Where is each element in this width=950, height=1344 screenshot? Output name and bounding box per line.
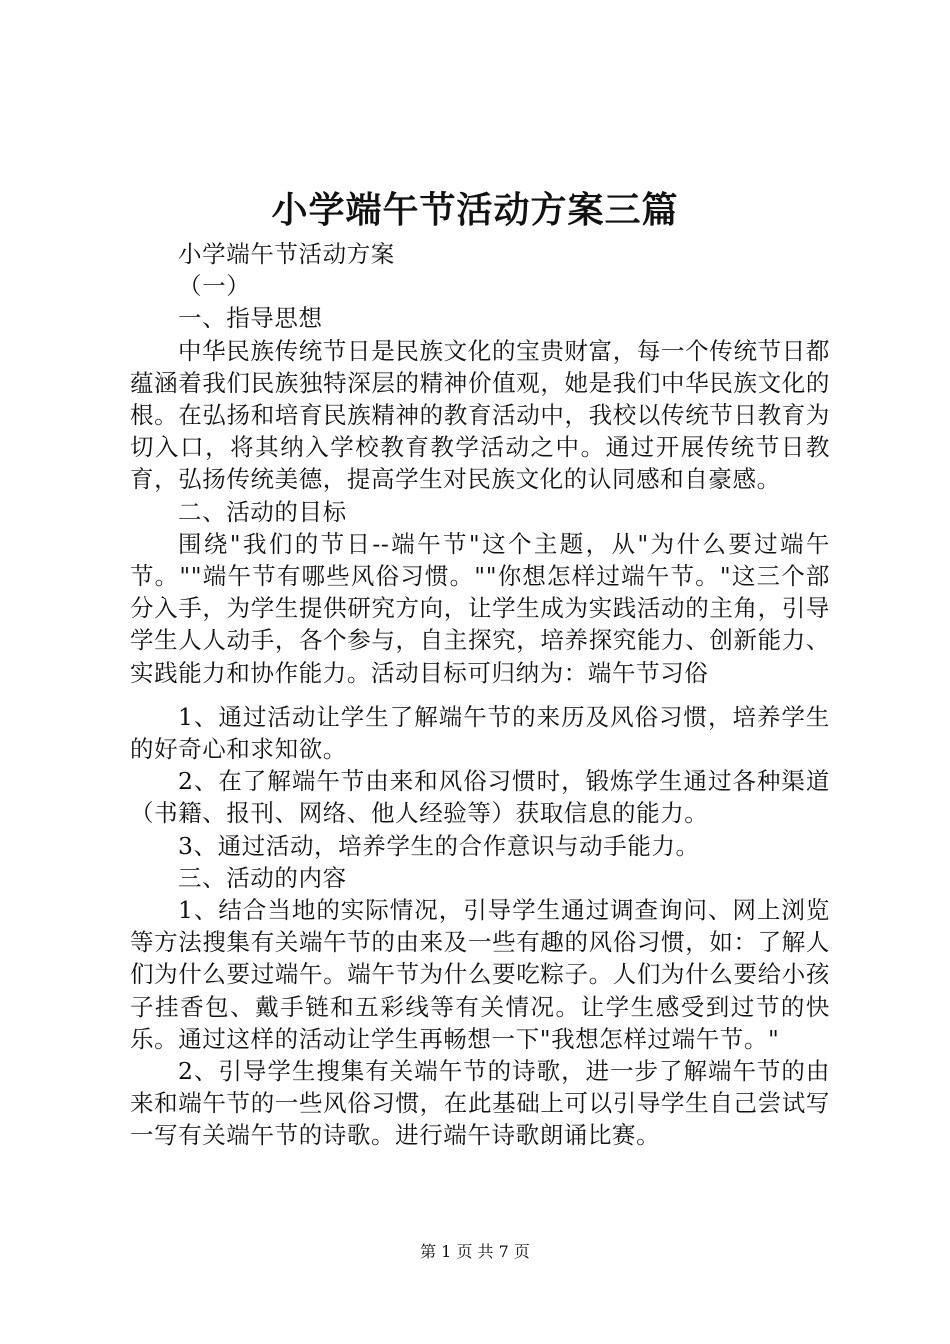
- section-subtitle: 小学端午节活动方案: [178, 240, 395, 268]
- document-title: 小学端午节活动方案三篇: [271, 189, 679, 231]
- page-footer: 第 1 页 共 7 页: [420, 1242, 530, 1261]
- goal-item-1: 1、通过活动让学生了解端午节的来历及风俗习惯，培养学生的好奇心和求知欲。: [130, 702, 830, 764]
- heading-guiding-ideology: 一、指导思想: [178, 304, 323, 333]
- content-item-2: 2、引导学生搜集有关端午节的诗歌，进一步了解端午节的由来和端午节的一些风俗习惯，在此基础上可以引导学生自己尝试写一写有关端午节的诗歌。进行端午诗歌朗诵比赛。: [130, 1057, 830, 1150]
- content-item-1: 1、结合当地的实际情况，引导学生通过调查询问、网上浏览等方法搜集有关端午节的由来及一些有趣的风俗习惯，如：了解人们为什么要过端午。端午节为什么要吃粽子。人们为什么要给小孩子挂香包、戴手链和五彩线等有关情况。让学生感受到过节的快乐。通过这样的活动让学生再畅想一下"我想怎样过端午节。": [130, 896, 830, 1053]
- heading-activity-content: 三、活动的内容: [178, 863, 347, 892]
- goal-item-2: 2、在了解端午节由来和风俗习惯时，锻炼学生通过各种渠道（书籍、报刊、网络、他人经验等）获取信息的能力。: [130, 767, 830, 828]
- document-body: [130, 238, 830, 1152]
- heading-activity-goals: 二、活动的目标: [178, 497, 347, 526]
- part-number: （一）: [178, 272, 251, 301]
- goal-item-3: 3、通过活动，培养学生的合作意识与动手能力。: [178, 831, 700, 860]
- paragraph-guiding-ideology: 中华民族传统节日是民族文化的宝贵财富，每一个传统节日都蕴涵着我们民族独特深层的精神价值观，她是我们中华民族文化的根。在弘扬和培育民族精神的教育活动中，我校以传统节日教育为切入口，将其纳入学校教育教学活动之中。通过开展传统节日教育，弘扬传统美德，提高学生对民族文化的认同感和自豪感。: [130, 336, 830, 494]
- paragraph-activity-goals: 围绕"我们的节日--端午节"这个主题，从"为什么要过端午节。""端午节有哪些风俗习惯。""你想怎样过端午节。"这三个部分入手，为学生提供研究方向，让学生成为实践活动的主角，引导学生人人动手，各个参与，自主探究，培养探究能力、创新能力、实践能力和协作能力。活动目标可归纳为：端午节习俗: [130, 529, 830, 687]
